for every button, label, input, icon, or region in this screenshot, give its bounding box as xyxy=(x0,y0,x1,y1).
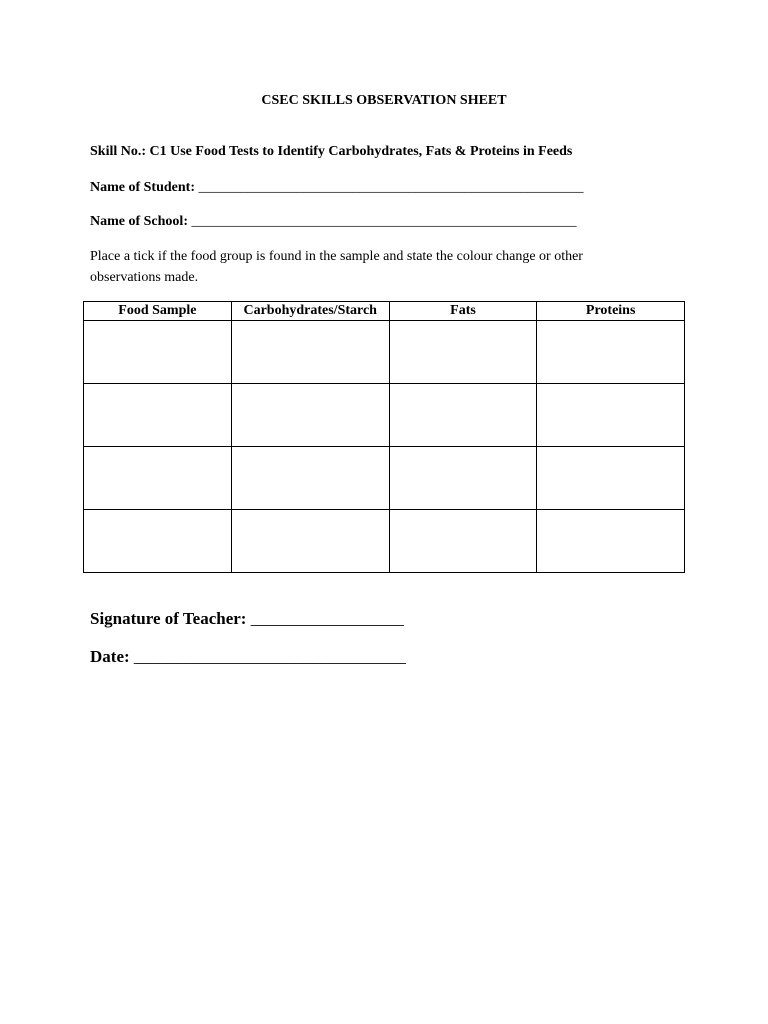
school-name-blank: _______________________________________________________ xyxy=(191,214,577,229)
teacher-signature-line xyxy=(90,609,404,629)
table-cell xyxy=(537,447,685,510)
table-row xyxy=(84,447,685,510)
table-cell xyxy=(84,384,232,447)
table-cell xyxy=(389,321,537,384)
school-name-label: Name of School: xyxy=(90,214,188,229)
table-header-row xyxy=(84,302,685,321)
header-proteins: Proteins xyxy=(537,302,685,321)
date-line xyxy=(90,647,406,667)
table-cell xyxy=(84,447,232,510)
date-label: Date: xyxy=(90,647,130,666)
header-food-sample: Food Sample xyxy=(84,302,232,321)
table-cell xyxy=(537,510,685,573)
table-cell xyxy=(389,384,537,447)
instructions-text: Place a tick if the food group is found in the sample and state the colour change or other observations made. xyxy=(90,249,583,285)
school-name-line xyxy=(90,214,577,230)
student-name-label: Name of Student: xyxy=(90,180,195,195)
skill-number: Skill No.: C1 Use Food Tests to Identify Carbohydrates, Fats & Proteins in Feeds xyxy=(90,144,573,159)
observation-table xyxy=(83,301,685,573)
student-name-blank: _______________________________________________________ xyxy=(198,180,584,195)
student-name-line xyxy=(90,180,584,196)
date-blank: ________________________________ xyxy=(133,647,406,666)
table-cell xyxy=(389,510,537,573)
teacher-signature-label: Signature of Teacher: xyxy=(90,609,247,628)
table-row xyxy=(84,384,685,447)
table-cell xyxy=(84,510,232,573)
table-row xyxy=(84,510,685,573)
header-fats: Fats xyxy=(389,302,537,321)
teacher-signature-blank: __________________ xyxy=(250,609,404,628)
table-row xyxy=(84,321,685,384)
table-cell xyxy=(231,321,389,384)
table-cell xyxy=(537,384,685,447)
table-cell xyxy=(231,447,389,510)
table-cell xyxy=(84,321,232,384)
table-cell xyxy=(537,321,685,384)
table-cell xyxy=(389,447,537,510)
table-cell xyxy=(231,384,389,447)
page-title: CSEC SKILLS OBSERVATION SHEET xyxy=(261,93,507,108)
header-carbohydrates: Carbohydrates/Starch xyxy=(231,302,389,321)
table-cell xyxy=(231,510,389,573)
